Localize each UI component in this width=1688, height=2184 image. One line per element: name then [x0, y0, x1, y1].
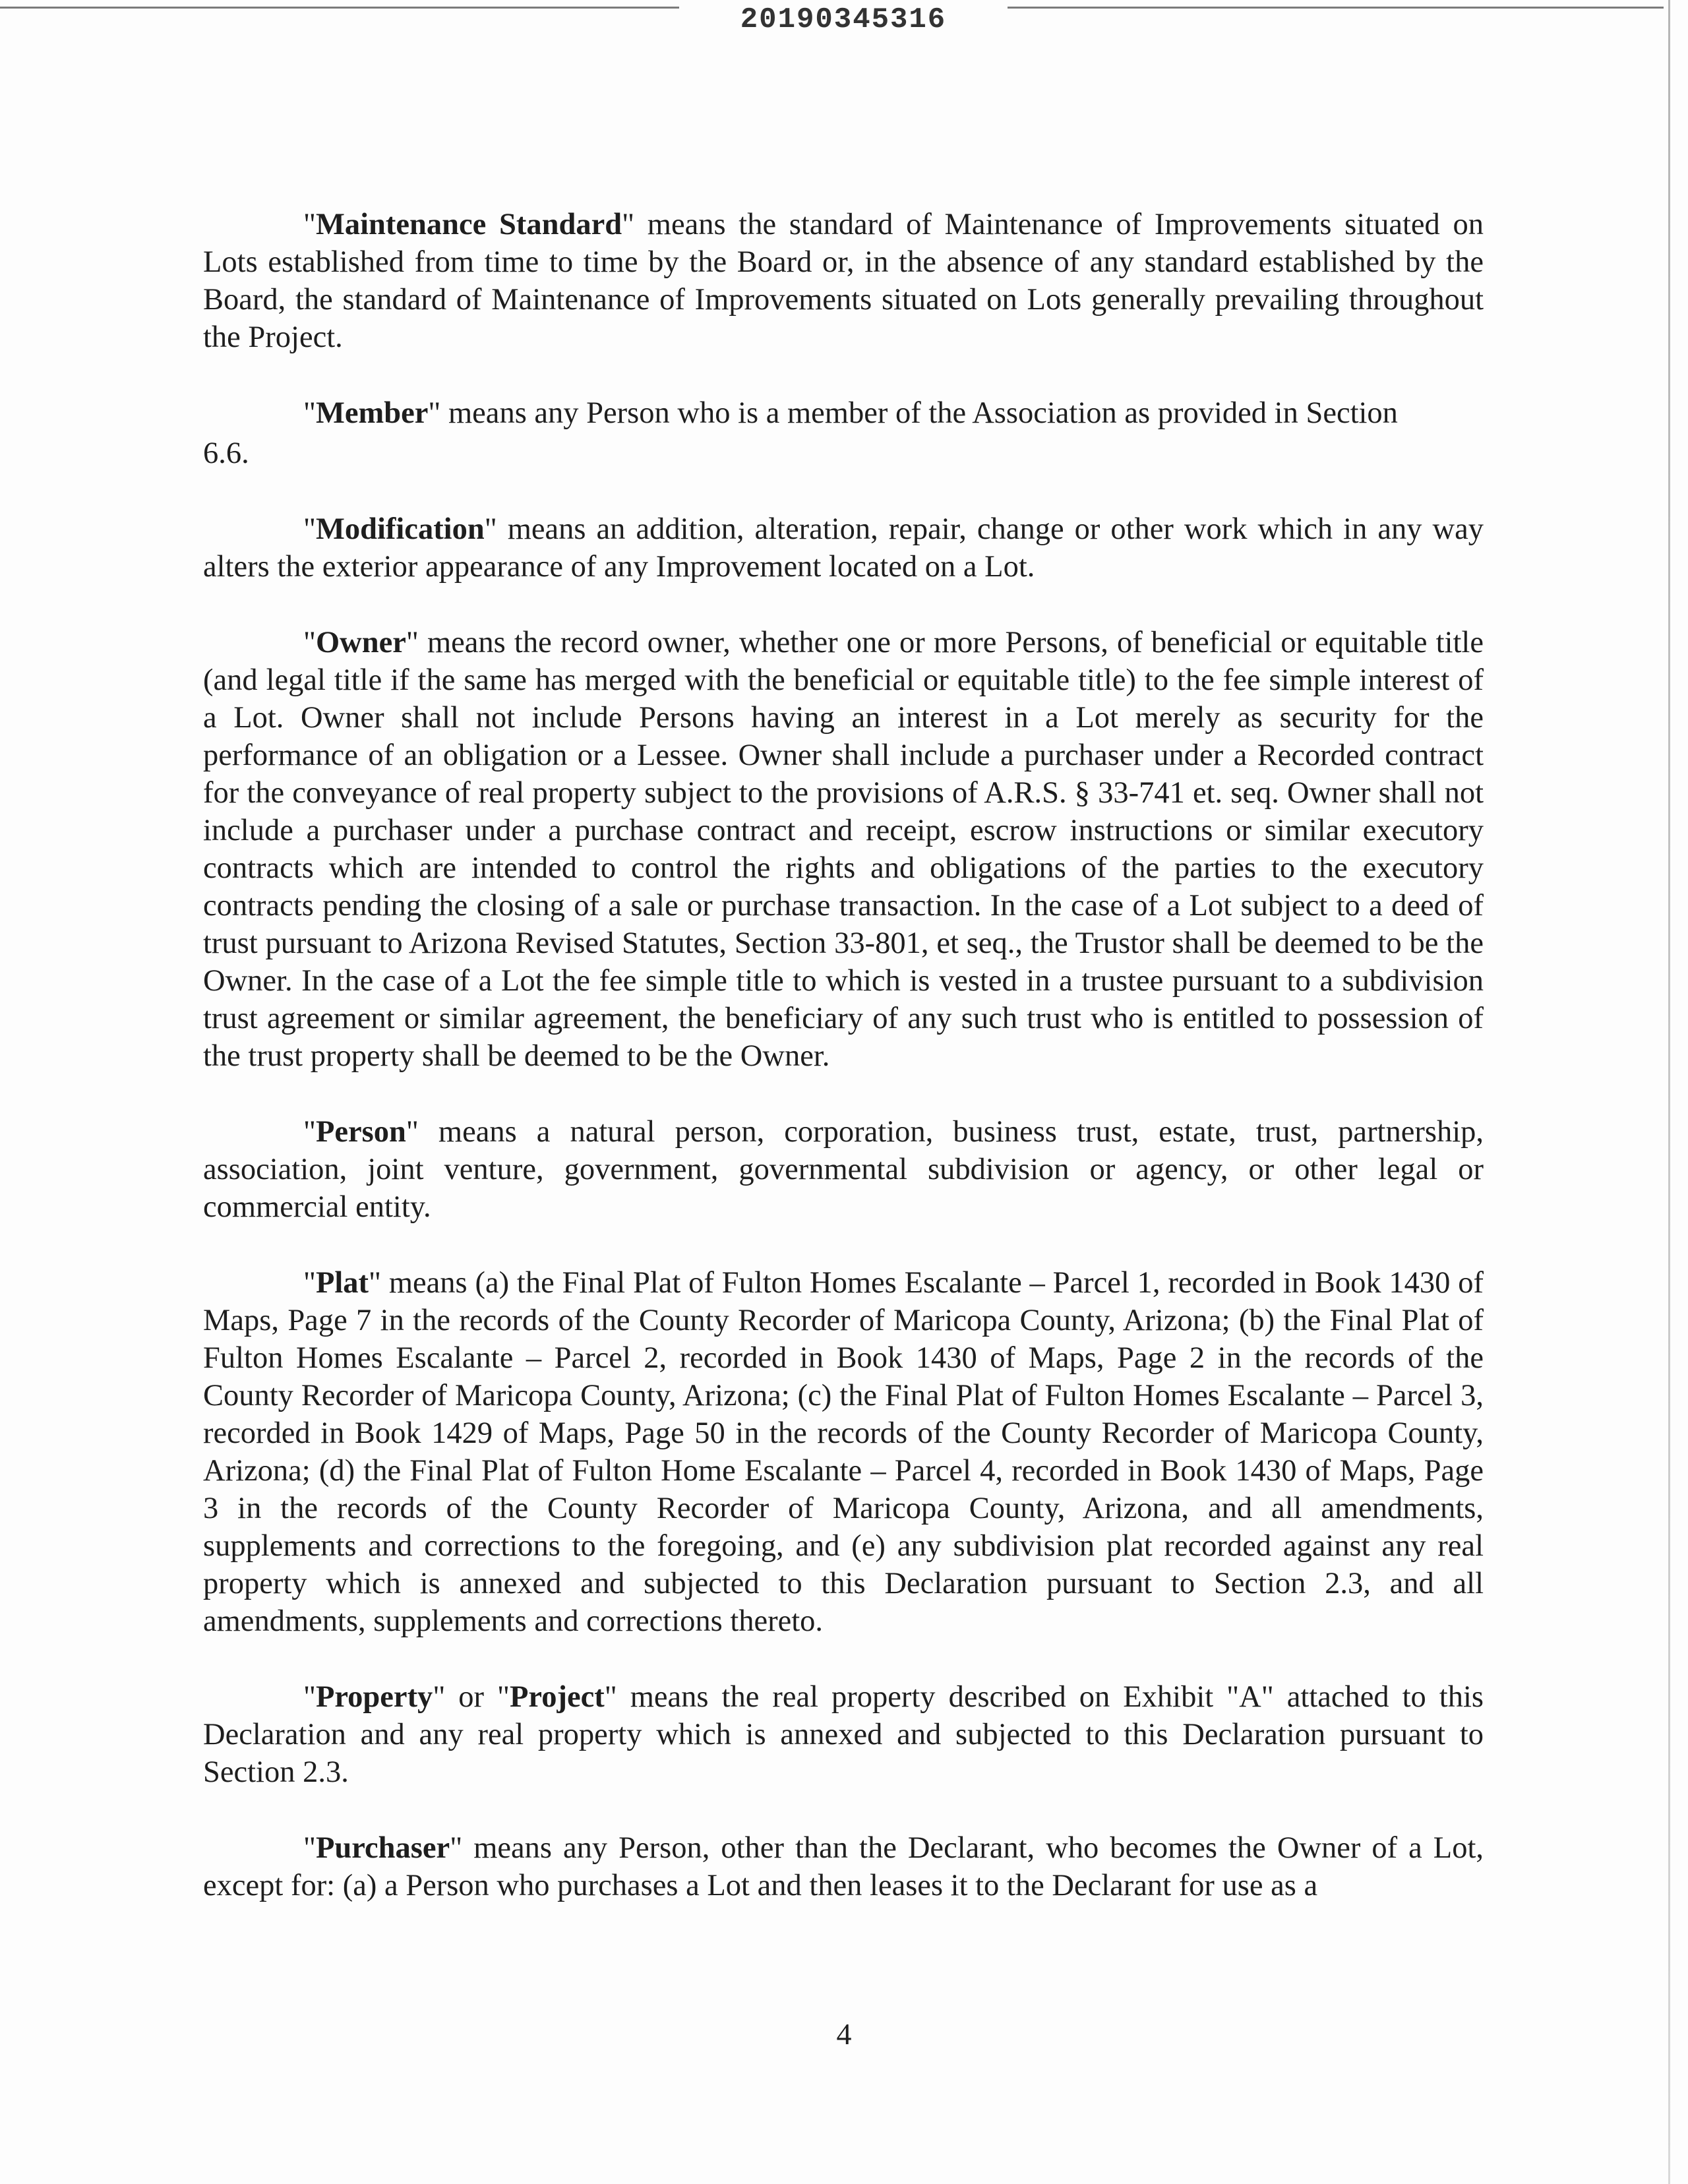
defined-term: Member — [315, 396, 429, 430]
page-number: 4 — [836, 2017, 852, 2051]
open-quote: " — [303, 626, 316, 659]
definition-text: " means the record owner, whether one or more Persons, of beneficial or equitable title (and legal title if the same has merged with the beneficial or equitable title) to the fee simple interest of a Lot. Owner shall not include Persons having an interest in a Lot merely as security for the performance of an obligation or a Lessee. Owner shall include a purchaser under a Recorded contract for the conveyance of real property subject to the provisions of A.R.S. § 33-741 et. seq. Owner shall not include a purchaser under a purchase contract and receipt, escrow instructions or similar executory contracts which are intended to control the rights and obligations of the parties to the executory contracts pending the closing of a sale or purchase transaction. In the case of a Lot subject to a deed of trust pursuant to Arizona Revised Statutes, Section 33-801, et seq., the Trustor shall be deemed to be the Owner. In the case of a Lot the fee simple title to which is vested in a trustee pursuant to a subdivision trust agreement or similar agreement, the beneficiary of any such trust who is entitled to possession of the trust property shall be deemed to be the Owner. — [203, 626, 1484, 1073]
defined-term: Property — [315, 1680, 433, 1714]
open-quote: " — [303, 208, 316, 241]
definition-text: " means a natural person, corporation, business trust, estate, trust, partnership, association, joint venture, government, governmental subdivision or agency, or other legal or commercial entity. — [203, 1115, 1484, 1224]
open-quote: " — [303, 1266, 316, 1300]
open-quote: " — [303, 1115, 316, 1149]
open-quote: " — [303, 1831, 316, 1865]
definition-property — [203, 1678, 1484, 1791]
page-body — [203, 206, 1484, 1943]
connector-text: " or " — [433, 1680, 510, 1714]
recording-number: 20190345316 — [740, 3, 947, 36]
defined-term: Person — [315, 1115, 406, 1149]
open-quote: " — [303, 512, 316, 546]
header-rule-right — [1008, 7, 1664, 9]
definition-person — [203, 1113, 1484, 1226]
open-quote: " — [303, 396, 316, 430]
definition-text: " means the standard of Maintenance of Improvements situated on Lots established from time to time by the Board or, in the absence of any standard established by the Board, the standard of Maintenance of Improvements situated on Lots generally prevailing throughout the Project. — [203, 208, 1484, 354]
definition-owner — [203, 624, 1484, 1075]
defined-term-project: Project — [510, 1680, 605, 1714]
definition-member — [203, 394, 1484, 432]
defined-term: Plat — [315, 1266, 369, 1300]
scan-edge — [1668, 0, 1670, 2184]
definition-text: " means any Person who is a member of the Association as provided in Section — [428, 396, 1398, 430]
definition-member-tail: 6.6. — [203, 437, 249, 470]
definition-maintenance-standard — [203, 206, 1484, 356]
definition-text: " means an addition, alteration, repair, change or other work which in any way alters the exterior appearance of any Improvement located on a Lot. — [203, 512, 1484, 584]
definition-text: " means the real property described on Exhibit "A" attached to this Declaration and any real property which is annexed and subjected to this Declaration pursuant to Section 2.3. — [203, 1680, 1484, 1789]
defined-term: Modification — [315, 512, 485, 546]
defined-term: Owner — [315, 626, 406, 659]
defined-term: Maintenance Standard — [315, 208, 622, 241]
open-quote: " — [303, 1680, 316, 1714]
defined-term: Purchaser — [315, 1831, 450, 1865]
definition-purchaser — [203, 1829, 1484, 1904]
definition-plat — [203, 1264, 1484, 1640]
header-rule-left — [0, 7, 679, 9]
definition-text: " means any Person, other than the Declarant, who becomes the Owner of a Lot, except for: (a) a Person who purchases a Lot and then leases it to the Declarant for use as a — [203, 1831, 1484, 1902]
definition-modification — [203, 510, 1484, 586]
definition-text: " means (a) the Final Plat of Fulton Homes Escalante – Parcel 1, recorded in Book 1430 of Maps, Page 7 in the records of the County Recorder of Maricopa County, Arizona; (b) the Final Plat of Fulton Homes Escalante – Parcel 2, recorded in Book 1430 of Maps, Page 2 in the records of the County Recorder of Maricopa County, Arizona; (c) the Final Plat of Fulton Homes Escalante – Parcel 3, recorded in Book 1429 of Maps, Page 50 in the records of the County Recorder of Maricopa County, Arizona; (d) the Final Plat of Fulton Home Escalante – Parcel 4, recorded in Book 1430 of Maps, Page 3 in the records of the County Recorder of Maricopa County, Arizona, and all amendments, supplements and corrections to the foregoing, and (e) any subdivision plat recorded against any real property which is annexed and subjected to this Declaration pursuant to Section 2.3, and all amendments, supplements and corrections thereto. — [203, 1266, 1484, 1638]
